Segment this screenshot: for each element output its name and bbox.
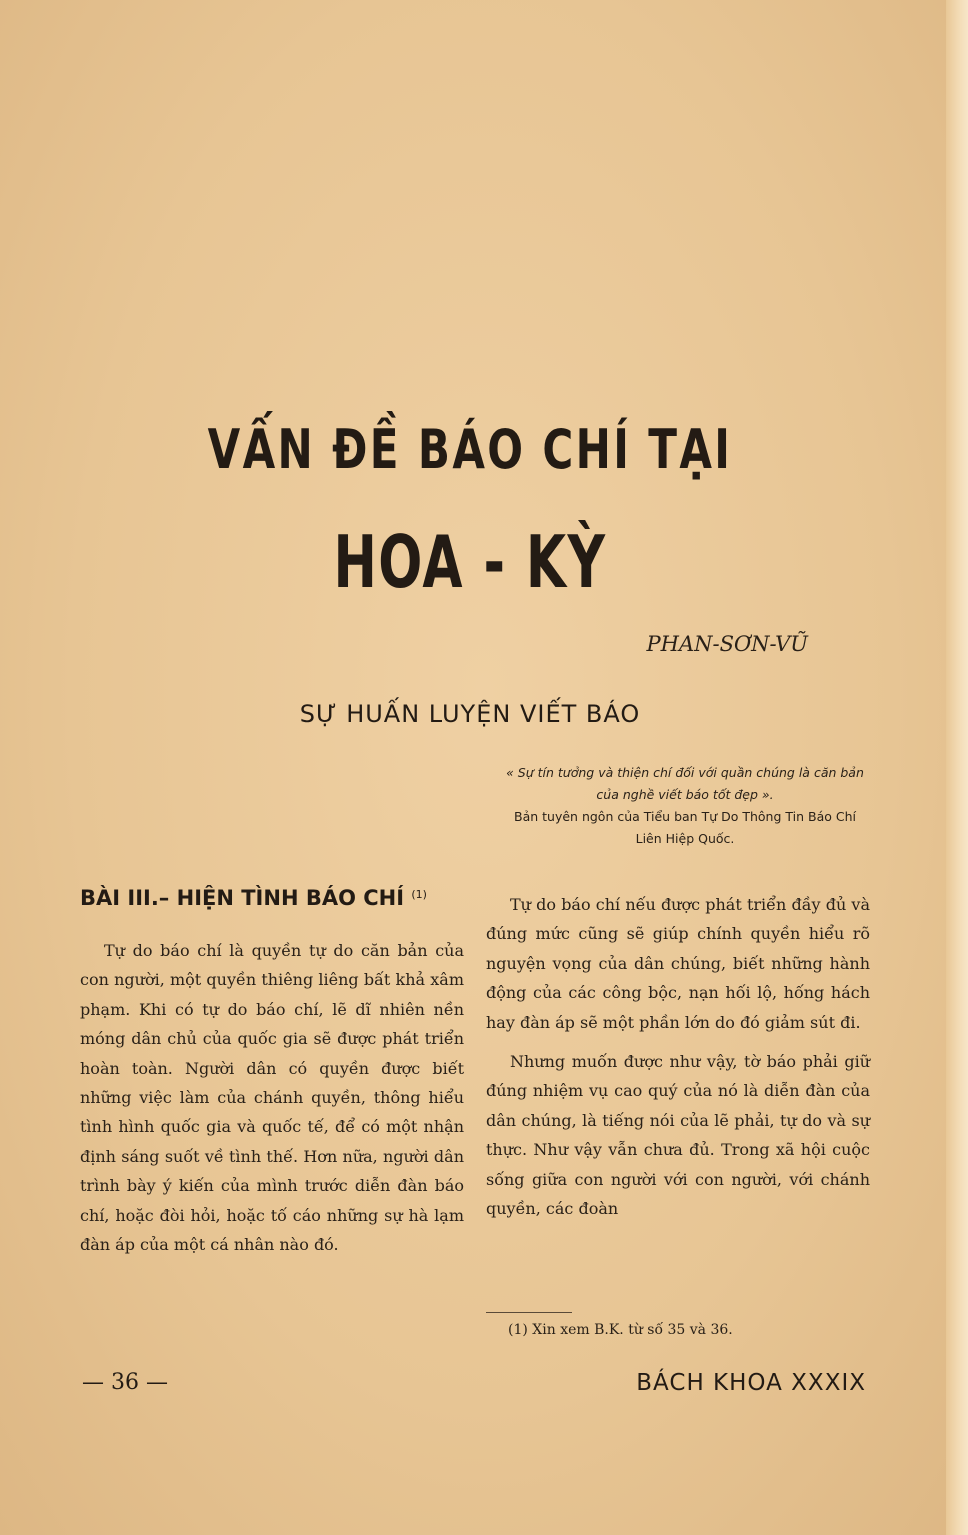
epigraph-source: Bản tuyên ngôn của Tiểu ban Tự Do Thông Tin Báo Chí Liên Hiệp Quốc. <box>514 809 856 846</box>
paragraph: Nhưng muốn được như vậy, tờ báo phải giữ đúng nhiệm vụ cao quý của nó là diễn đàn của dân chúng, là tiếng nói của lẽ phải, tự do và sự thực. Như vậy vẫn chưa đủ. Trong xã hội cuộc sống giữa con người với con người, với chánh quyền, các đoàn <box>486 1052 870 1219</box>
section-heading-text: BÀI III.– HIỆN TÌNH BÁO CHÍ <box>80 886 405 910</box>
right-column <box>486 890 870 1223</box>
author-name: PHAN-SƠN-VŨ <box>646 632 808 656</box>
journal-name: BÁCH KHOA XXXIX <box>636 1370 866 1396</box>
epigraph-quote: « Sự tín tưởng và thiện chí đối với quần chúng là căn bản của nghề viết báo tốt đẹp ». <box>506 765 864 802</box>
article-subtitle: SỰ HUẤN LUYỆN VIẾT BÁO <box>299 700 641 728</box>
footnote-divider <box>486 1312 572 1313</box>
page-edge <box>946 0 968 1535</box>
article-title-line-1: VẤN ĐỀ BÁO CHÍ TẠI <box>207 418 733 481</box>
left-column <box>80 936 464 1259</box>
section-footnote-mark: (1) <box>411 888 427 901</box>
footnote: (1) Xin xem B.K. từ số 35 và 36. <box>508 1322 733 1338</box>
paragraph: Tự do báo chí là quyền tự do căn bản của con người, một quyền thiêng liêng bất khả xâm phạm. Khi có tự do báo chí, lẽ dĩ nhiên nền móng dân chủ của quốc gia sẽ được phát triển hoàn toàn. Người dân có quyền được biết những việc làm của chánh quyền, thông hiểu tình hình quốc gia và quốc tế, để có một nhận định sáng suốt về tình thế. Hơn nữa, người dân trình bày ý kiến của mình trước diễn đàn báo chí, hoặc đòi hỏi, hoặc tố cáo những sự hà lạm đàn áp của một cá nhân nào đó. <box>80 941 464 1255</box>
epigraph <box>500 762 870 850</box>
paragraph: Tự do báo chí nếu được phát triển đầy đủ và đúng mức cũng sẽ giúp chính quyền hiểu rõ nguyện vọng của dân chúng, biết những hành động của các công bộc, nạn hối lộ, hống hách hay đàn áp sẽ một phần lớn do đó giảm sút đi. <box>486 895 870 1032</box>
article-title-line-2: HOA - KỲ <box>333 520 607 604</box>
section-heading <box>80 886 480 910</box>
page-number: — 36 — <box>82 1370 168 1395</box>
